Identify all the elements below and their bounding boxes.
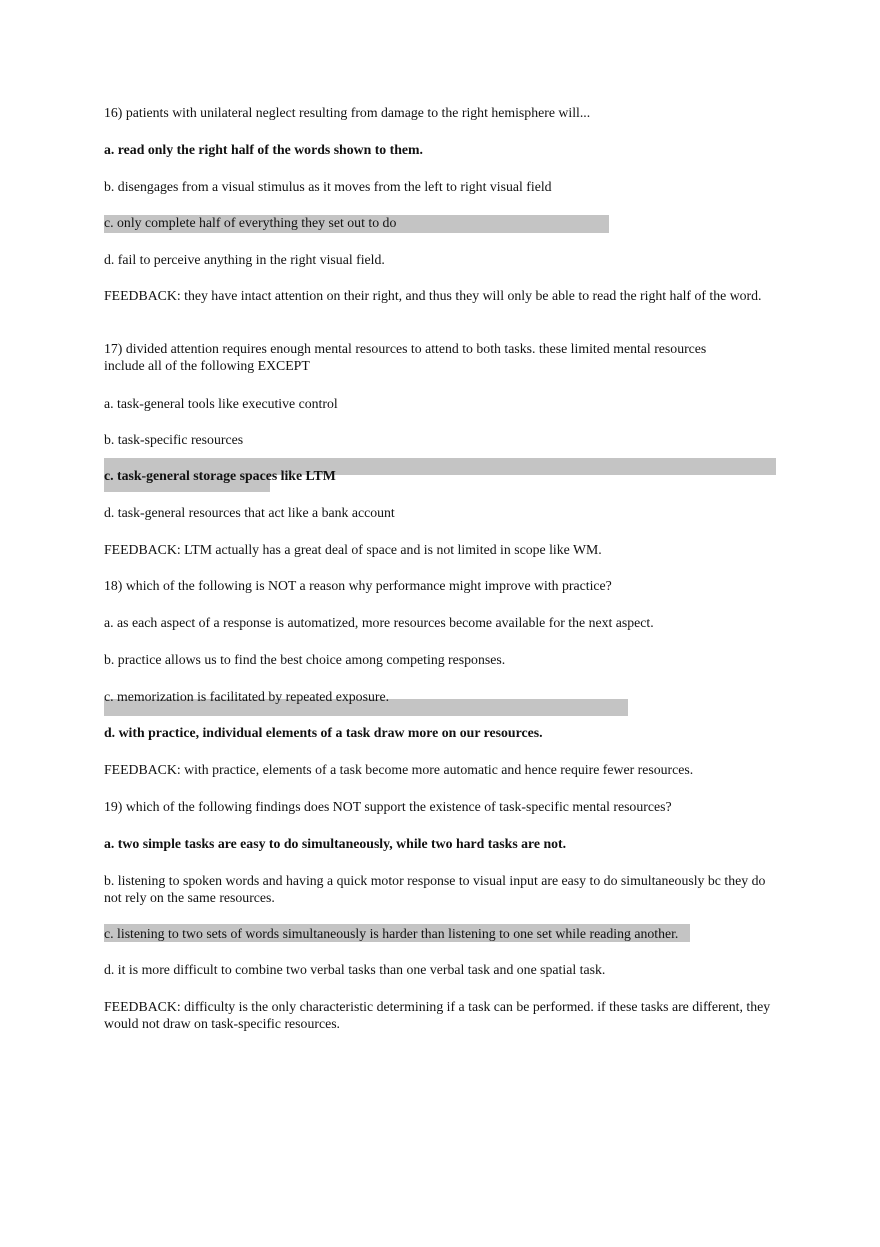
q18-option-d: d. with practice, individual elements of a task draw more on our resources. [104, 725, 543, 740]
question-16: 16) patients with unilateral neglect resulting from damage to the right hemisphere will... [104, 105, 591, 120]
q16-feedback: FEEDBACK: they have intact attention on their right, and thus they will only be able to read the right half of the word. [104, 288, 762, 303]
q16-option-a: a. read only the right half of the words shown to them. [104, 142, 423, 157]
q17-option-c: c. task-general storage spaces like LTM [104, 468, 336, 483]
q16-option-b: b. disengages from a visual stimulus as it moves from the left to right visual field [104, 179, 552, 194]
q19-option-a: a. two simple tasks are easy to do simultaneously, while two hard tasks are not. [104, 836, 567, 851]
q17-option-a: a. task-general tools like executive control [104, 396, 338, 411]
q19-option-d: d. it is more difficult to combine two verbal tasks than one verbal task and one spatial task. [104, 962, 606, 977]
q17-option-d: d. task-general resources that act like a bank account [104, 505, 395, 520]
q17-option-b: b. task-specific resources [104, 432, 244, 447]
question-19: 19) which of the following findings does NOT support the existence of task-specific mental resources? [104, 799, 672, 814]
q16-option-c: c. only complete half of everything they set out to do [104, 215, 397, 230]
q18-option-b: b. practice allows us to find the best choice among competing responses. [104, 652, 506, 667]
q19-feedback: FEEDBACK: difficulty is the only characteristic determining if a task can be performed. if these tasks are different, they would not draw on task-specific resources. [104, 999, 771, 1031]
q19-option-c: c. listening to two sets of words simultaneously is harder than listening to one set while reading another. [104, 926, 679, 941]
question-17: 17) divided attention requires enough mental resources to attend to both tasks. these limited mental resources include all of the following EXCEPT [104, 341, 707, 373]
q18-option-c: c. memorization is facilitated by repeated exposure. [104, 689, 390, 704]
q18-feedback: FEEDBACK: with practice, elements of a task become more automatic and hence require fewer resources. [104, 762, 694, 777]
q18-option-a: a. as each aspect of a response is automatized, more resources become available for the next aspect. [104, 615, 654, 630]
question-18: 18) which of the following is NOT a reason why performance might improve with practice? [104, 578, 612, 593]
q17-feedback: FEEDBACK: LTM actually has a great deal of space and is not limited in scope like WM. [104, 542, 602, 557]
q16-option-d: d. fail to perceive anything in the right visual field. [104, 252, 385, 267]
q19-option-b: b. listening to spoken words and having a quick motor response to visual input are easy to do simultaneously bc they do not rely on the same resources. [104, 873, 766, 905]
